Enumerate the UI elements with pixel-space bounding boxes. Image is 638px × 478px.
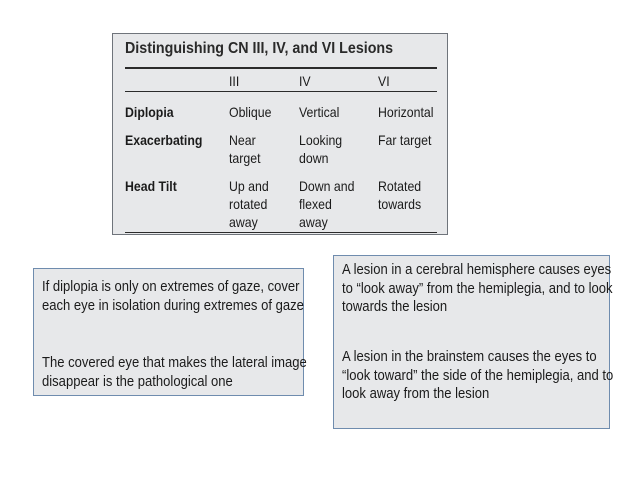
cell-headtilt-vi-line1: Rotated xyxy=(378,178,422,194)
lesion-comparison-table xyxy=(112,33,448,235)
table-title: Distinguishing CN III, IV, and VI Lesions xyxy=(125,40,394,57)
cell-exacerbating-iv-line1: Looking xyxy=(299,132,343,148)
cell-headtilt-iv-line1: Down and xyxy=(299,178,355,194)
column-header-vi: VI xyxy=(378,73,390,89)
cell-headtilt-vi-line2: towards xyxy=(378,196,422,212)
cell-headtilt-iv-line2: flexed xyxy=(299,196,332,212)
column-header-iii: III xyxy=(229,73,240,89)
note-paragraph: A lesion in the brainstem causes the eyes to “look toward” the side of the hemiplegia, and to look away from the lesion xyxy=(342,349,614,402)
cell-diplopia-iii: Oblique xyxy=(229,104,272,120)
row-label-diplopia: Diplopia xyxy=(125,104,174,120)
gaze-diplopia-note xyxy=(33,268,307,396)
cell-headtilt-iii-line3: away xyxy=(229,214,258,230)
note-paragraph: The covered eye that makes the lateral image disappear is the pathological one xyxy=(42,355,307,390)
lesion-location-note xyxy=(333,255,614,429)
cell-exacerbating-vi: Far target xyxy=(378,132,432,148)
column-header-iv: IV xyxy=(299,73,311,89)
row-label-head-tilt: Head Tilt xyxy=(125,178,177,194)
note-paragraph: A lesion in a cerebral hemisphere causes eyes to “look away” from the hemiplegia, and to look towards the lesion xyxy=(342,262,613,315)
note-paragraph: If diplopia is only on extremes of gaze, cover each eye in isolation during extremes of gaze xyxy=(42,279,304,314)
cell-diplopia-iv: Vertical xyxy=(299,104,340,120)
cell-headtilt-iii-line2: rotated xyxy=(229,196,268,212)
cell-exacerbating-iv-line2: down xyxy=(299,150,329,166)
table-header-rule xyxy=(125,91,437,92)
cell-diplopia-vi: Horizontal xyxy=(378,104,434,120)
row-label-exacerbating: Exacerbating xyxy=(125,132,203,148)
cell-headtilt-iii-line1: Up and xyxy=(229,178,269,194)
cell-exacerbating-iii-line1: Near xyxy=(229,132,256,148)
table-top-rule xyxy=(125,67,437,69)
cell-exacerbating-iii-line2: target xyxy=(229,150,261,166)
table-bottom-rule xyxy=(125,232,437,233)
cell-headtilt-iv-line3: away xyxy=(299,214,328,230)
